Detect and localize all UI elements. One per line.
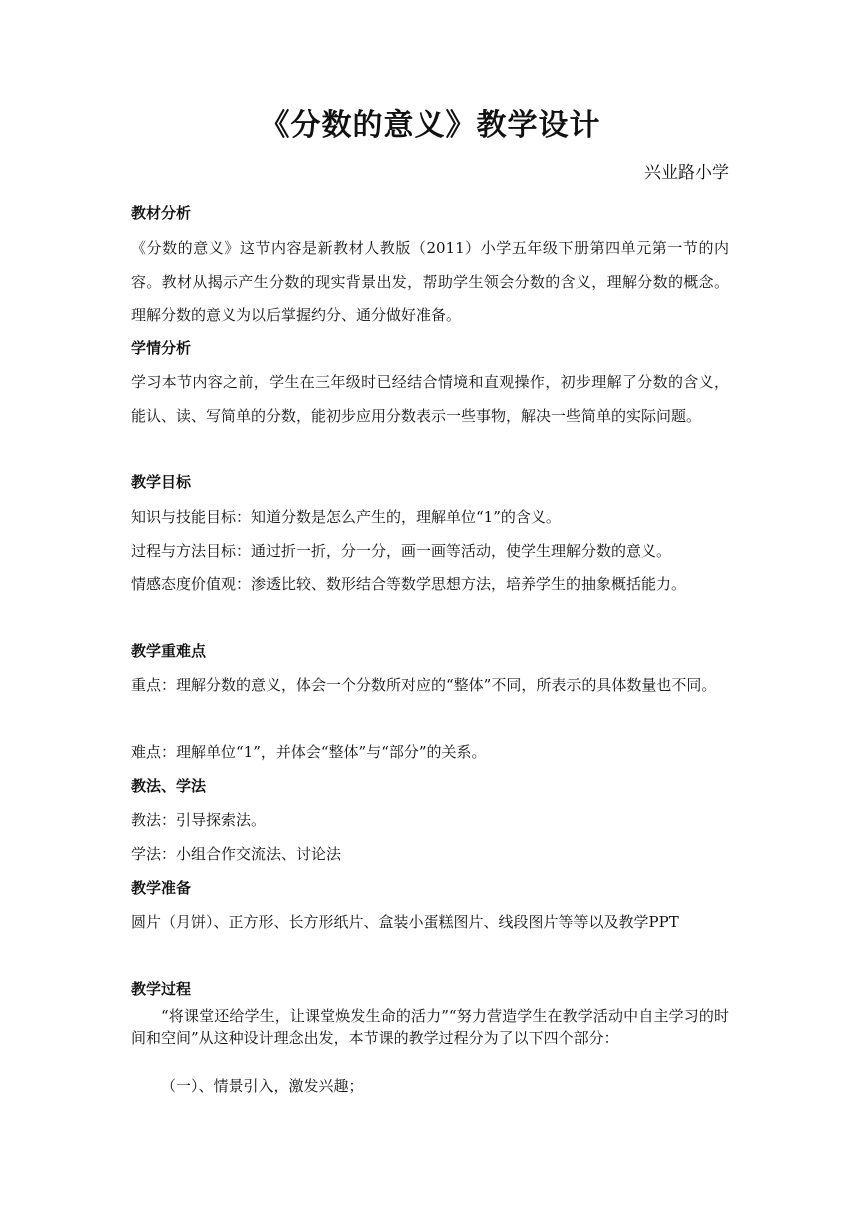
key-point-text: 重点：理解分数的意义，体会一个分数所对应的“整体”不同，所表示的具体数量也不同。	[131, 676, 717, 694]
teaching-method-text: 教法：引导探索法。	[131, 811, 267, 829]
heading-teaching-goals: 教学目标	[131, 473, 192, 491]
heading-methods: 教法、学法	[131, 777, 207, 795]
student-analysis-text: 学习本节内容之前，学生在三年级时已经结合情境和直观操作，初步理解了分数的含义，能认、读、写简单的分数，能初步应用分数表示一些事物，解决一些简单的实际问题。	[131, 373, 729, 425]
document-title: 《分数的意义》教学设计	[259, 108, 601, 143]
process-part-one: （一）、情景引入，激发兴趣；	[161, 1077, 364, 1095]
preparation-text: 圆片（月饼）、正方形、长方形纸片、盒装小蛋糕图片、线段图片等等以及教学PPT	[131, 913, 679, 931]
goal-emotion: 情感态度价值观：渗透比较、数形结合等数学思想方法，培养学生的抽象概括能力。	[131, 575, 687, 593]
textbook-analysis-text: 《分数的意义》这节内容是新教材人教版（2011）小学五年级下册第四单元第一节的内容。教材从揭示产生分数的现实背景出发，帮助学生领会分数的含义，理解分数的概念。理解分数的意义为以后掌握约分、通分做好准备。	[131, 239, 729, 324]
heading-teaching-process: 教学过程	[131, 980, 192, 998]
school-name: 兴业路小学	[644, 163, 729, 183]
heading-key-points: 教学重难点	[131, 642, 207, 660]
heading-student-analysis: 学情分析	[131, 339, 192, 357]
heading-preparation: 教学准备	[131, 879, 192, 897]
goal-knowledge: 知识与技能目标：知道分数是怎么产生的，理解单位“1”的含义。	[131, 508, 561, 526]
goal-process: 过程与方法目标：通过折一折，分一分，画一画等活动，使学生理解分数的意义。	[131, 542, 672, 560]
difficult-point-text: 难点：理解单位“1”，并体会“整体”与“部分”的关系。	[131, 743, 487, 761]
heading-textbook-analysis: 教材分析	[131, 204, 192, 222]
learning-method-text: 学法：小组合作交流法、讨论法	[131, 845, 342, 863]
teaching-process-intro: “将课堂还给学生，让课堂焕发生命的活力”“努力营造学生在教学活动中自主学习的时间和空间”从这种设计理念出发，本节课的教学过程分为了以下四个部分：	[131, 1007, 729, 1047]
